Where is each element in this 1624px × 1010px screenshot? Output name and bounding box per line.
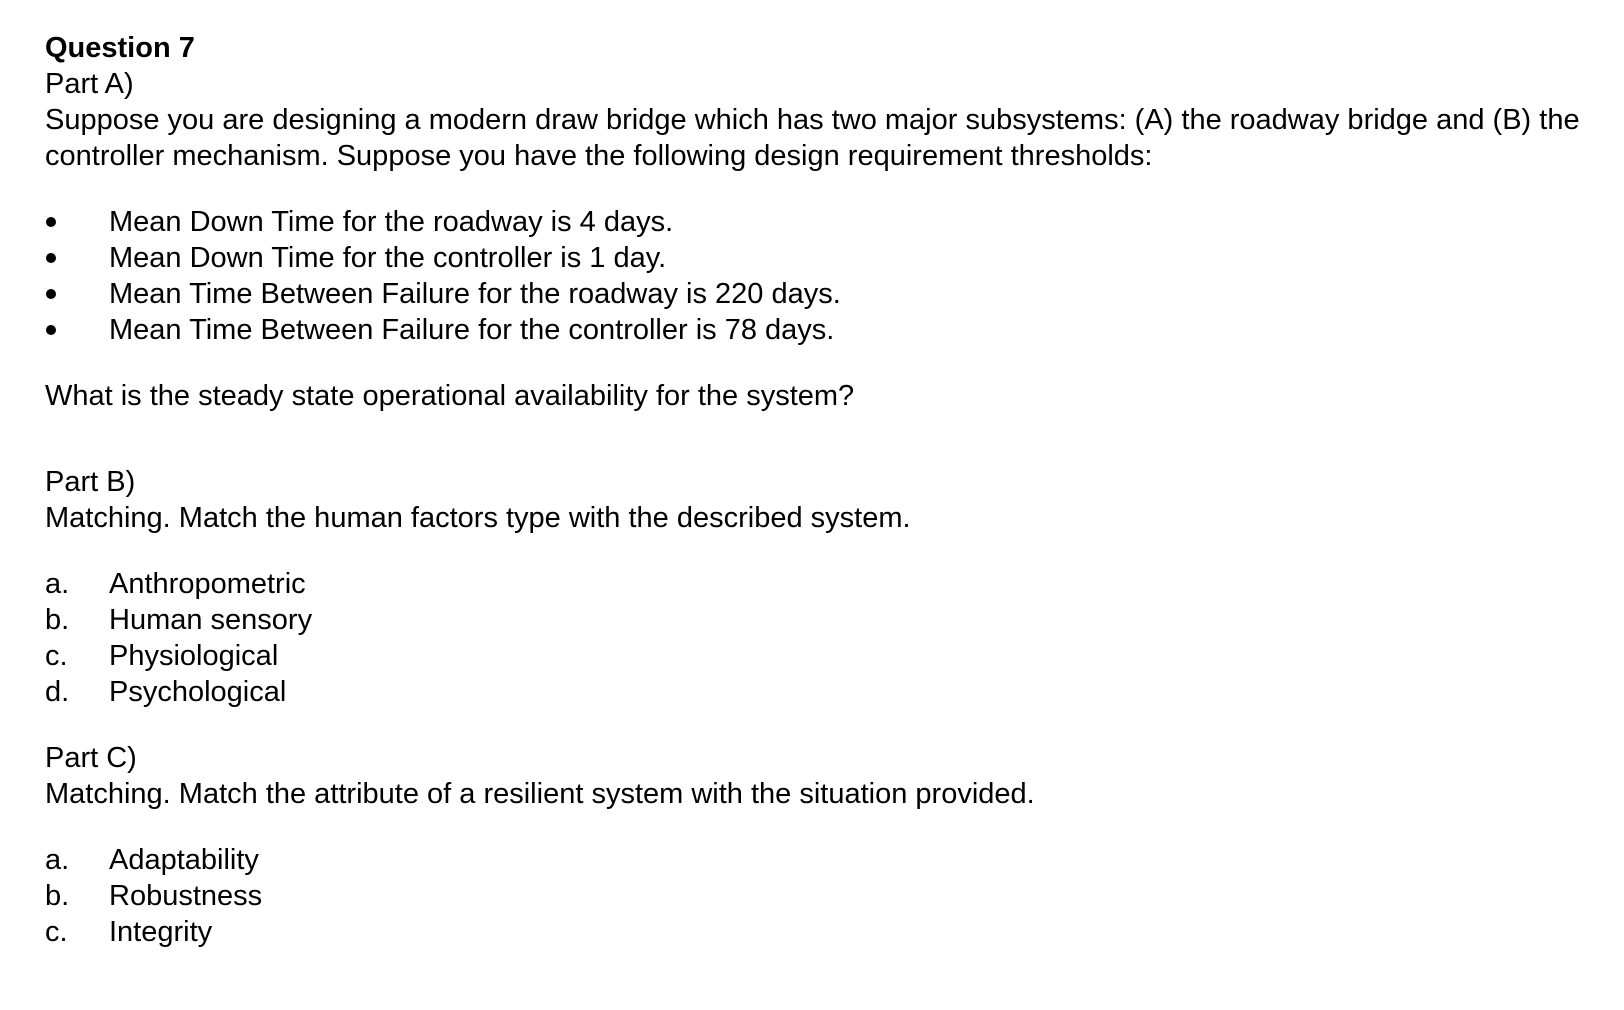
list-item bbox=[45, 240, 1605, 276]
bullet-text: Mean Time Between Failure for the roadway is 220 days. bbox=[109, 278, 841, 310]
item-letter: c. bbox=[45, 916, 68, 948]
part-b-instruction: Matching. Match the human factors type with the described system. bbox=[45, 502, 911, 534]
bullet-text: Mean Time Between Failure for the controller is 78 days. bbox=[109, 314, 835, 346]
list-item bbox=[45, 674, 1605, 710]
list-item bbox=[45, 914, 1605, 950]
part-a-intro-line-1: Suppose you are designing a modern draw bridge which has two major subsystems: (A) the roadway bridge and (B) the bbox=[45, 104, 1580, 136]
list-item bbox=[45, 602, 1605, 638]
item-letter: c. bbox=[45, 640, 68, 672]
item-text: Human sensory bbox=[109, 604, 313, 636]
item-letter: b. bbox=[45, 604, 70, 636]
item-text: Robustness bbox=[109, 880, 263, 912]
list-item bbox=[45, 878, 1605, 914]
item-text: Integrity bbox=[109, 916, 213, 948]
part-a-intro-line-2: controller mechanism. Suppose you have the following design requirement thresholds: bbox=[45, 140, 1153, 172]
bullet-text: Mean Down Time for the controller is 1 day. bbox=[109, 242, 667, 274]
part-c-heading: Part C) bbox=[45, 742, 137, 774]
part-a-question: What is the steady state operational availability for the system? bbox=[45, 380, 855, 412]
list-item bbox=[45, 566, 1605, 602]
document bbox=[45, 30, 1605, 950]
bullet-icon bbox=[45, 240, 109, 276]
part-b-heading: Part B) bbox=[45, 466, 136, 498]
part-a-heading: Part A) bbox=[45, 68, 134, 100]
question-title: Question 7 bbox=[45, 32, 195, 64]
human-factors-list bbox=[45, 566, 1605, 710]
list-item bbox=[45, 276, 1605, 312]
part-c-instruction: Matching. Match the attribute of a resilient system with the situation provided. bbox=[45, 778, 1035, 810]
requirements-list bbox=[45, 204, 1605, 348]
item-text: Anthropometric bbox=[109, 568, 306, 600]
list-item bbox=[45, 638, 1605, 674]
item-letter: a. bbox=[45, 568, 70, 600]
item-letter: d. bbox=[45, 676, 70, 708]
list-item bbox=[45, 204, 1605, 240]
item-text: Adaptability bbox=[109, 844, 259, 876]
list-item bbox=[45, 842, 1605, 878]
bullet-icon bbox=[45, 312, 109, 348]
list-item bbox=[45, 312, 1605, 348]
resilience-attributes-list bbox=[45, 842, 1605, 950]
item-letter: a. bbox=[45, 844, 70, 876]
item-letter: b. bbox=[45, 880, 70, 912]
bullet-text: Mean Down Time for the roadway is 4 days. bbox=[109, 206, 674, 238]
bullet-icon bbox=[45, 276, 109, 312]
bullet-icon bbox=[45, 204, 109, 240]
item-text: Physiological bbox=[109, 640, 279, 672]
item-text: Psychological bbox=[109, 676, 287, 708]
